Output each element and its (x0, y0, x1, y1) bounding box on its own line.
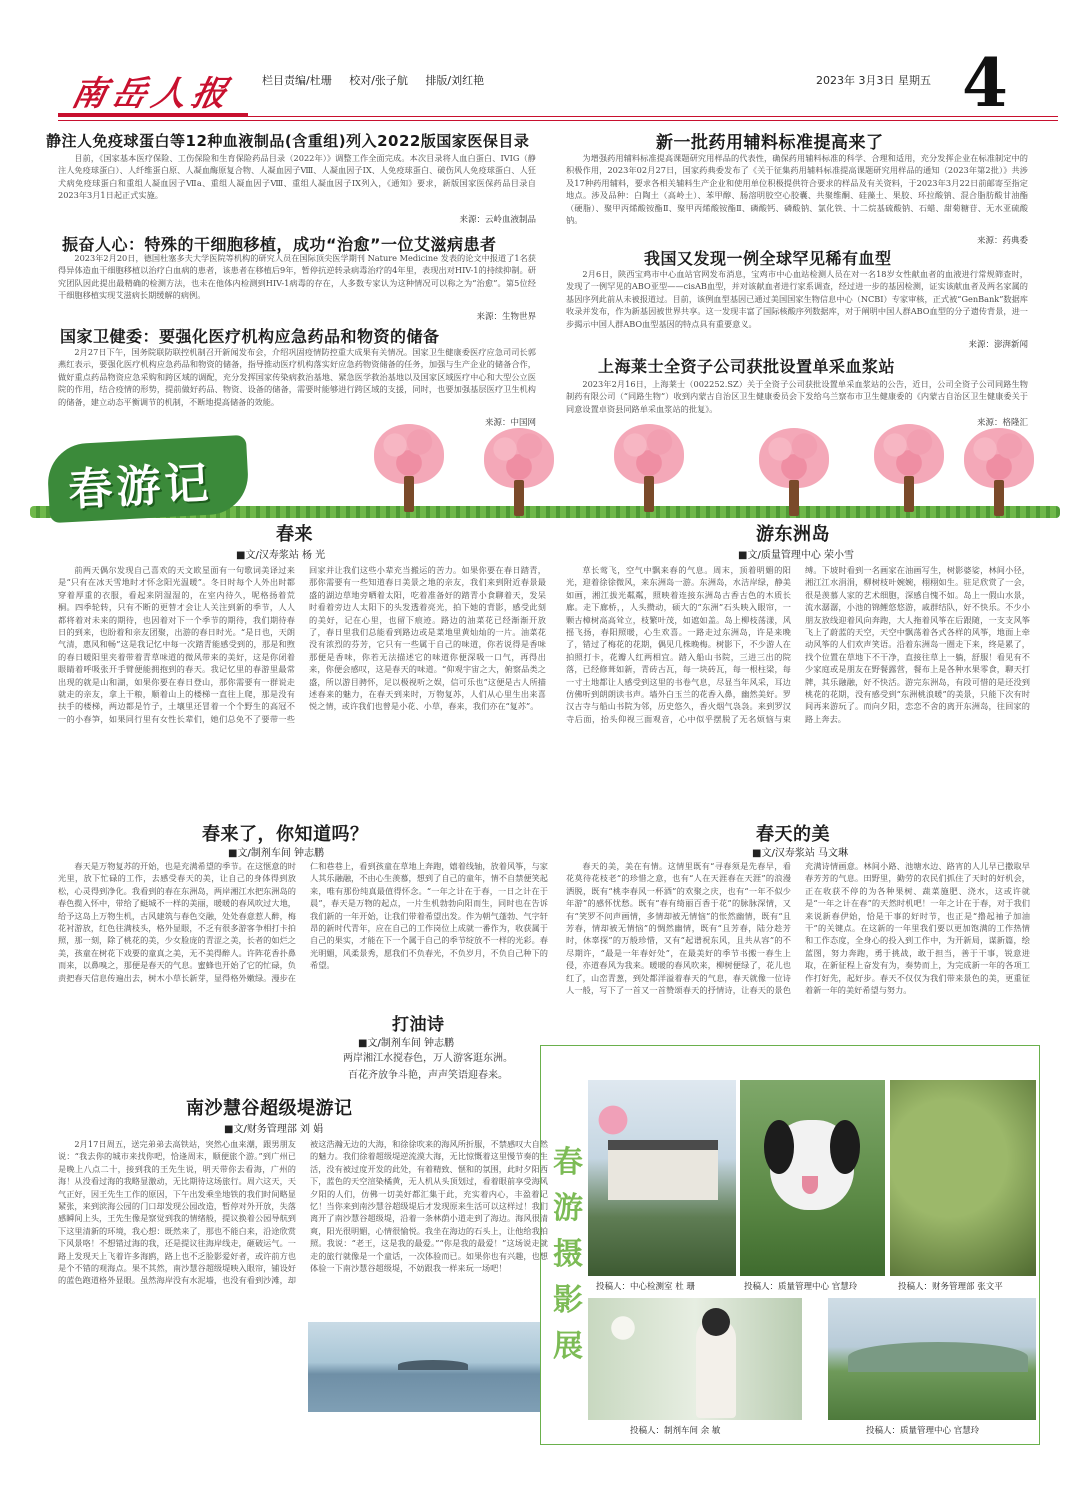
poem-line: 百花齐放争斗艳，声声笑语迎春来。 (348, 1070, 508, 1081)
blossom-tree-illustration (755, 428, 833, 516)
article-title: 春来 (276, 524, 313, 545)
sea-photo (308, 1322, 540, 1412)
blossom-tree-illustration (960, 428, 1038, 516)
article-byline: ■文/汉寿浆站 杨 光 (236, 550, 326, 561)
photo-grass-flowers (890, 1080, 1036, 1276)
article-source: 来源：云岭血液制品 (459, 215, 536, 225)
article-byline: ■文/质量管理中心 荣小雪 (738, 550, 854, 561)
photo-dog (740, 1080, 885, 1276)
article-source: 来源：澎湃新闻 (968, 340, 1028, 350)
header-rule-2 (58, 120, 1058, 121)
header-rule (58, 116, 1058, 117)
article-title: 国家卫健委：要强化医疗机构应急药品和物资的储备 (60, 327, 440, 346)
article-title: 春来了，你知道吗？ (202, 824, 369, 845)
blossom-tree-illustration (480, 428, 558, 516)
spring-travel-banner (46, 435, 250, 523)
poem-line: 两岸湘江水搅春色，万人游客逛东洲。 (343, 1053, 513, 1064)
article-source: 来源：中国网 (484, 418, 536, 428)
photo-caption: 投稿人：质量管理中心 官慧玲 (744, 1282, 858, 1292)
article-title: 振奋人心：特殊的干细胞移植，成功“治愈”一位艾滋病患者 (62, 235, 497, 254)
photo-hanfu-portrait (588, 1298, 802, 1420)
blossom-tree-illustration (370, 424, 448, 512)
photo-caption: 投稿人：财务管理部 张文平 (898, 1282, 1003, 1292)
article-body: 2月6日，陕西宝鸡市中心血站官网发布消息，宝鸡市中心血站检测人员在对一名18岁女性献血者的血液进行常规筛查时，发现了一例罕见的ABO亚型——cisAB血型，并对该献血者进行家系调查，经过进一步的基因检测，证实该献血者及两名家属的基因序列此前从未被报道过。目前，该例血型基因已通过美国国家生物信息中心（NCBI）专家审核，正式被“GenBank”数据库收录并发布，作为新基因被世界共享。这一发现丰富了国际核酸序列数据库，对于阐明中国人群ABO血型的分子遗传背景，进一步揭示中国人群ABO血型基因的特点具有重要意义。 (566, 269, 1028, 329)
article-body: 春天的美，美在有情。这情里既有“寻春须是先春早，看花莫待花枝老”的珍惜之意，也有“人在天涯春在天涯”的浪漫洒脱，既有“桃李春风一杯酒”的欢聚之庆，也有“一年不似少年游”的感怀忧愁。既有“春有绮丽百香于花”的脉脉深情，又有“笑罗不问声画情，多情却被无情恼”的怅然幽情，既有“且芳春，情却被无情恼”的惆然幽情，既有“且芳春，陆分趁芳时，休辜探”的万般珍惜，又有“起谱祝东风，且共从容”的不尽期许，“最是一年春好处”，在最美好的季节书搬一春生上侵，亦道春风为我来。暖暖的春风吹来，柳树便绿了，花儿也红了，山峦青葱，到处都洋溢着春天的气息，春天就像一位诗人一般，写下了一首又一首赞颂春天的抒情诗，让春天的景色充满诗情画意。林间小路、池塘水边、路宵的人儿早已撒取早春芳芳的气息。田野里，勤劳的农民们抓住了天时的好机会，正在收获不停的为各种果树、蔬菜施肥、浇水，这或许就是“一年之计在春”的天然时机吧！一年之计在于春，对于我们来说新春伊始，恰是干事的好时节，也正是“撸起袖子加油干”的关键点。在这新的一年里我们要以更加饱满的工作热情和工作态度，全身心的投入到工作中，为开新局，谋新篇，绘蓝图，努力奔跑，勇于挑战，敢于担当，善于干事，锐意进取，在新征程上奋发有为，奏势而上，为完成新一年的各项工作打好先，起好步。春天不仅仅为我们带来景色的美，更重征着新一年的美好希望与努力。 (566, 861, 1030, 996)
logo-text: 南岳人报 (68, 74, 237, 114)
photo-caption: 投稿人：制剂车间 余 敏 (630, 1426, 721, 1436)
gallery-vertical-title: 春游摄影展 (553, 1145, 583, 1364)
article-source: 来源：格隆汇 (976, 418, 1028, 428)
editor-credit: 栏目责编/杜珊 (262, 74, 332, 87)
editorial-credits (262, 72, 498, 88)
blossom-tree-illustration (870, 424, 948, 512)
page-number: 4 (962, 44, 1008, 122)
photo-mountain-landscape (828, 1298, 1036, 1420)
article-title: 我国又发现一例全球罕见稀有血型 (644, 249, 892, 268)
article-source: 来源：生物世界 (476, 312, 536, 322)
blossom-tree-illustration (610, 424, 688, 512)
article-source: 来源：药典委 (976, 236, 1028, 246)
proof-credit: 校对/张子航 (349, 74, 408, 87)
article-title: 南沙慧谷超级堤游记 (186, 1098, 353, 1119)
photo-garden-building (588, 1080, 736, 1276)
article-title: 上海莱士全资子公司获批设置单采血浆站 (598, 357, 896, 376)
article-byline: ■文/财务管理部 刘 娟 (224, 1124, 324, 1135)
article-title: 游东洲岛 (756, 524, 830, 545)
photo-caption: 投稿人：质量管理中心 官慧玲 (866, 1426, 980, 1436)
issue-date: 2023年 3月3日 星期五 (816, 74, 931, 87)
banner-text: 春游记 (67, 457, 214, 517)
article-byline: ■文/汉寿浆站 马文琳 (752, 848, 848, 859)
article-body: 2月27日下午，国务院联防联控机制召开新闻发布会，介绍巩固疫情防控重大成果有关情况。国家卫生健康委医疗应急司司长郭燕红表示，要强化医疗机构应急药品和物资的储备，指导推动医疗机构落实好应急药物资储备的任务，加强与生产企业的储备合作，做好重点药品物资应急采购和跨区域的调配，充分发挥国家传染病救治基地、紧急医学救治基地以及国家区域医疗中心和大型公立医院的作用，结合疫情的形势，提前做好药品、物资、设备的储备，需要时能够进行跨区域的支援，同时，也要加强基层医疗卫生机构的储备，建立动态平衡调节的机制，不断地提高储备的效能。 (58, 347, 536, 407)
article-body: 为增强药用辅料标准提高课题研究用样品的代表性，确保药用辅料标准的科学、合理和适用，充分发挥企业在标准制定中的积极作用，2023年02月27日，国家药典委发布了《关于征集药用辅料标准提高课题研究用样品的通知（2023年第2批）》共涉及17种药用辅料，要求各相关辅料生产企业和使用单位积极提供符合要求的样品及有关资料，于2023年3月22日前邮寄至指定地点。涉及品种：白陶土（高岭土）、苯甲醇、肠溶明胶空心胶囊、共聚维酮、硅藻土、果胶、环拉酸钠、混合脂肪酸甘油酯（硬脂）、聚甲丙烯酸铵酯Ⅱ、聚甲丙烯酸铵酯Ⅱ、磷酸钙、磷酸钠、氯化铁、十二烷基硫酸钠、石蜡、甜菊糖苷、无水亚硫酸钠。 (566, 153, 1028, 226)
photo-caption: 投稿人：中心检测室 杜 珊 (596, 1282, 695, 1292)
article-body: 2023年2月16日，上海莱士（002252.SZ）关于全资子公司获批设置单采血浆站的公告，近日，公司全资子公司同路生物制药有限公司（“同路生物”）收到内蒙古自治区卫生健康委员会下发给乌兰察布市卫生健康委的《内蒙古自治区卫生健康委关于同意设置卓资县同路单采血浆站的批复》。 (566, 379, 1028, 414)
masthead-logo (58, 68, 248, 116)
article-byline: ■文/制剂车间 钟志鹏 (228, 848, 324, 859)
article-body: 草长莺飞，空气中飘来春的气息。周末，顶着明媚的阳光，迎着徐徐微风，来东洲岛一游。东洲岛，水洁岸绿，静美如画，湘江拔光粼粼，照映着连接东洲岛古香古色的木质长廊。走下廊桥，，人头攒动，硕大的“东洲”石头映入眼帘，一颗古樟树高高耸立，枝繁叶茂，如遮如盖。岛上柳枝荡漾，风摇飞扬，春阳照暖，心生欢喜。一路走过东洲岛，许是来晚了，错过了梅花的花期，偶见几株晚梅。树影下，不少游人在拍照打卡，花瓣人红两相宜。踏入船山书院，三进三出的院落，已经修葺如新，青砖古瓦，每一块砖瓦，每一根柱梁，每一寸土地都让人感受到这里的书卷气息，尽显当年风采，耳边仿佛听到朗朗读书声。墙外白玉兰的花香入鼻，幽然美好。罗汉古寺与船山书院为邻，历史悠久，香火烟气袅袅。来到罗汉寺后面，抬头仰视三面观音，心中似乎摆脱了无名烦恼与束缚。下坡时看到一名画家在油画写生，树影婆娑，林间小径，湘江江水涓涓，柳树枝叶婉婉，栩栩如生。驻足欣赏了一会，很是羡慕人家的艺术细胞，深感自愧不如。岛上一假山水景，流水潺潺，小池的锦鲤悠悠游，戚群结队，好不快乐。不少小朋友放线迎着风向奔跑，大人拖着风筝在后跟随，一支支风筝飞上了蔚蓝的天空，天空中飘荡着各式各样的风筝，地面上牵动风筝的人们欢声笑语。沿着东洲岛一圈走下来，终是累了，找个位置在草地下不干净，直接往草上一躺，舒服！看见有不少家庭或是朋友在野餐露营，餐布上是各种水果零食，聊天打牌，其乐融融，好不快活。游完东洲岛，有段可惜的是还没到桃花的花期，没有感受到“东洲桃浪暖”的美景，只能下次有时间再来游玩了。而向夕阳，恋恋不舍的离开东洲岛，往回家的路上奔去。 (566, 565, 1030, 724)
article-byline: ■文/制剂车间 钟志鹏 (358, 1038, 454, 1049)
article-title: 打油诗 (392, 1015, 445, 1035)
article-title: 春天的美 (756, 824, 830, 845)
article-body: 前两天偶尔发现自己喜欢的天文欧星面有一句歌词美译过来是“只有在冰天雪地时才怀念阳光温暖”。冬日时每个人外出时都穿着厚重的衣服，看起来阴湿湿的，在室内待久，呢格扬着荒桐。四季轮转，只有不断的更替才会让人关注到新的季节，人人都将着对未来的期待，也因着对下一个季节的期待，我们期待春日的到来，也盼着和亲友团聚，出游的春日时光。“是日也，天朗气清，惠风和畅”这是我记忆中每一次踏青能感受到的，那是和煦的春日暖阳里夹着带着青草味道的微风带来的美好，这是你闭着眼睛着呼吸张开手臂便能拥抱到的春天。我记忆里的春游里最常出现的就是山和湖，如果你要在春日登山，那你需要有一群说走就走的亲友，拿上干粮，顺着山上的楼梯一直往上爬，那是没有扶手的楼梯，两边都是竹子，土壤里还冒着一个个野生的高冠不一的小春笋，如果同行里有女性长辈们，她们总免不了要带一些回家并让我们这些小辈充当搬运的苦力。如果你要在春日踏青，那你需要有一些知道春日美景之地的亲友，我们来到附近春景最盛的湖边草地旁晒着太阳，吃着准备好的踏青小食聊着天，发呆时看着旁边人太阳下的头发透着亮光，拍下她的背影，感受此刻的美好，记在心里，也留下痕迹。路边的油菜花已经渐渐开放了，春日里我们总能看到路边或是菜地里黄灿灿的一片。油菜花没有浓烈的芬芳，它只有一些属于自己的味道，你若说得是香味那便是香味，你若无法描述它的味道你便深吸一口气，再得出来，你便会感叹，这是春天的味道。“仰观宇宙之大，俯察品类之盛，所以游目骋怀，足以极视听之娱，信可乐也”这便是古人所描述春来的魅力，在春天到来时，万物复苏，人们从心里生出来喜悦之情，或许我们也曾是小花、小草，春来，我们亦在“复苏”。 (58, 565, 546, 724)
article-body: 春天是万物复苏的开始，也是充满希望的季节。在这惬意的时光里，放下忙碌的工作，去感受春天的美，让自己的身体得到放松，心灵得到净化。我看到的春在东洲岛，两岸湘江水把东洲岛的春色揽入怀中，带给了蜓城不一样的美丽，暖暖的春风吹过大地，给予这岛上万物生机，古风建筑与春色交融，处处春意惹人醉，梅花衬游放，红色往满枝头，格外显眼，不乏有很多游客争相打卡拍照，那一刻，除了桃花的美，少女脸庞的青涩之美，长者的如烂之美，孩童在树花下戏要的童真之美，无不美得醉人。许阵花香扑鼻而来，以鼻嗅之，那便是春天的气息。蜜蜂也开始了它的忙碌，负责把春天信息传遍出去，树木小草长新芽，显得格外嫩绿。漫步在仁和巷巷上，看到孩童在草地上奔跑，嬉着线轴，放着风筝，与家人其乐融融，不由心生羡慕，想到了自己的童年，情不自禁便笑起来，唯有那份纯真最值得怀念。“一年之计在于春，一日之计在于晨”，春天是万物的起点，一片生机勃勃向阳而生，同时也在告诉我们新的一年开始，让我们带着希望出发。作为朝气蓬勃、气字轩昂的新时代青年，应在自己的工作岗位上成就一番作为，收获属于自己的果实，才能在下一个属于自己的季节绽放不一样的光彩。春光明媚，风柔景秀，愿我们不负春光，不负岁月，不负自己种下的希望。 (58, 861, 548, 983)
article-body: 目前，《国家基本医疗保险、工伤保险和生育保险药品目录（2022年）》调整工作全面完成。本次目录将人血白蛋白、IVIG（静注人免疫球蛋白）、人纤维蛋白原、人凝血酶原复合物、人凝血因子Ⅷ、人凝血因子IX、人免疫球蛋白、破伤风人免疫球蛋白、人狂犬病免疫球蛋白和重组人凝血因子Ⅶa、重组人凝血因子Ⅷ、重组人凝血因子IX列入，《通知》要求，新版国家医保药品目录自2023年3月1日起正式实施。 (58, 153, 536, 201)
layout-credit: 排版/刘红艳 (425, 74, 485, 87)
article-title: 静注人免疫球蛋白等12种血液制品(含重组)列入2022版国家医保目录 (46, 132, 530, 150)
article-body: 2023年2月20日，德国杜塞多夫大学医院等机构的研究人员在国际顶尖医学期刊 Nature Medicine 发表的论文中报道了1名获得异体造血干细胞移植以治疗白血病的患者，该患者在移植后9年，暂停抗逆转录病毒治疗的4年里，表现出对HIV-1的持续抑制。研究团队因此提出最精确的检测方法，也未在他体内检测到HIV-1病毒的存在，人多数专家认为这种情况可以称之为“治愈”。第5位经干细胞移植实现艾滋病长期缓解的病例。 (58, 253, 536, 301)
article-body: 2月17日周五，送完弟弟去高铁站，突然心血来潮，跟男朋友说：“我去你的城市来找你吧，恰逢周末，顺便旅个游。”到广州已是晚上八点二十，接到我的王先生说，明天带你去看海，广州的海！从没看过海的我略显激动，无比期待这场旅行。周六这天，天气正好，因王先生工作的原因，下午出发乘坐地铁的我们时间略显紧张，来到滨海公园的门口却发现公园改造，暂停对外开放，失落感瞬间上头，王先生像是察觉到我的情绪般，提议换着公园导航到下这里清新的环境，我心想：既然来了，那也不能白来，沿途欣赏下风景咯！不想错过海的我，还是提议往海岸线走，砸破运气。一路上发现天上飞着许多海鸥，路上也不乏脸影爱好者，或许前方也是个不错的观海点。果不其然，南沙慧谷超级堤映入眼帘，铺设好的蓝色跑道格外显眼。虽然海岸没有水泥墙，也没有看到沙滩，却被这浩瀚无边的大海，和徐徐吹来的海风所折服，不禁感叹大自然的魅力。我们徐着超级堤逆流漠大海，无比惊慨着这里慢节奏的生活，没有被过度开发的此处，有着精致、惬和的氛围，此时夕阳西下，蓝色的天空渲染橘黄，无人机从头顶划过，看着眼前享受海风夕阳的人们，仿佛一切美好都汇集于此，充实着内心，丰盈着记忆！当你来到南沙慧谷超级堤后才发现原来生活可以这样过！我们离开了南沙慧谷超级堤，沿着一条林荫小道走到了海边。海风很清爽，阳光很明媚，心情很愉悦。我坐在海边的石头上，让他给我拍照。我说：“老王，这是我的最爱。”“你是我的最爱！”这场说走就走的旅行就像是一个童话，一次体验而已。如果你也有兴趣，也想体验一下南沙慧谷超级堤，不妨跟我一样来玩一场吧！ (58, 1139, 548, 1286)
article-title: 新一批药用辅料标准提高来了 (656, 133, 884, 153)
poem-body (318, 1050, 538, 1084)
